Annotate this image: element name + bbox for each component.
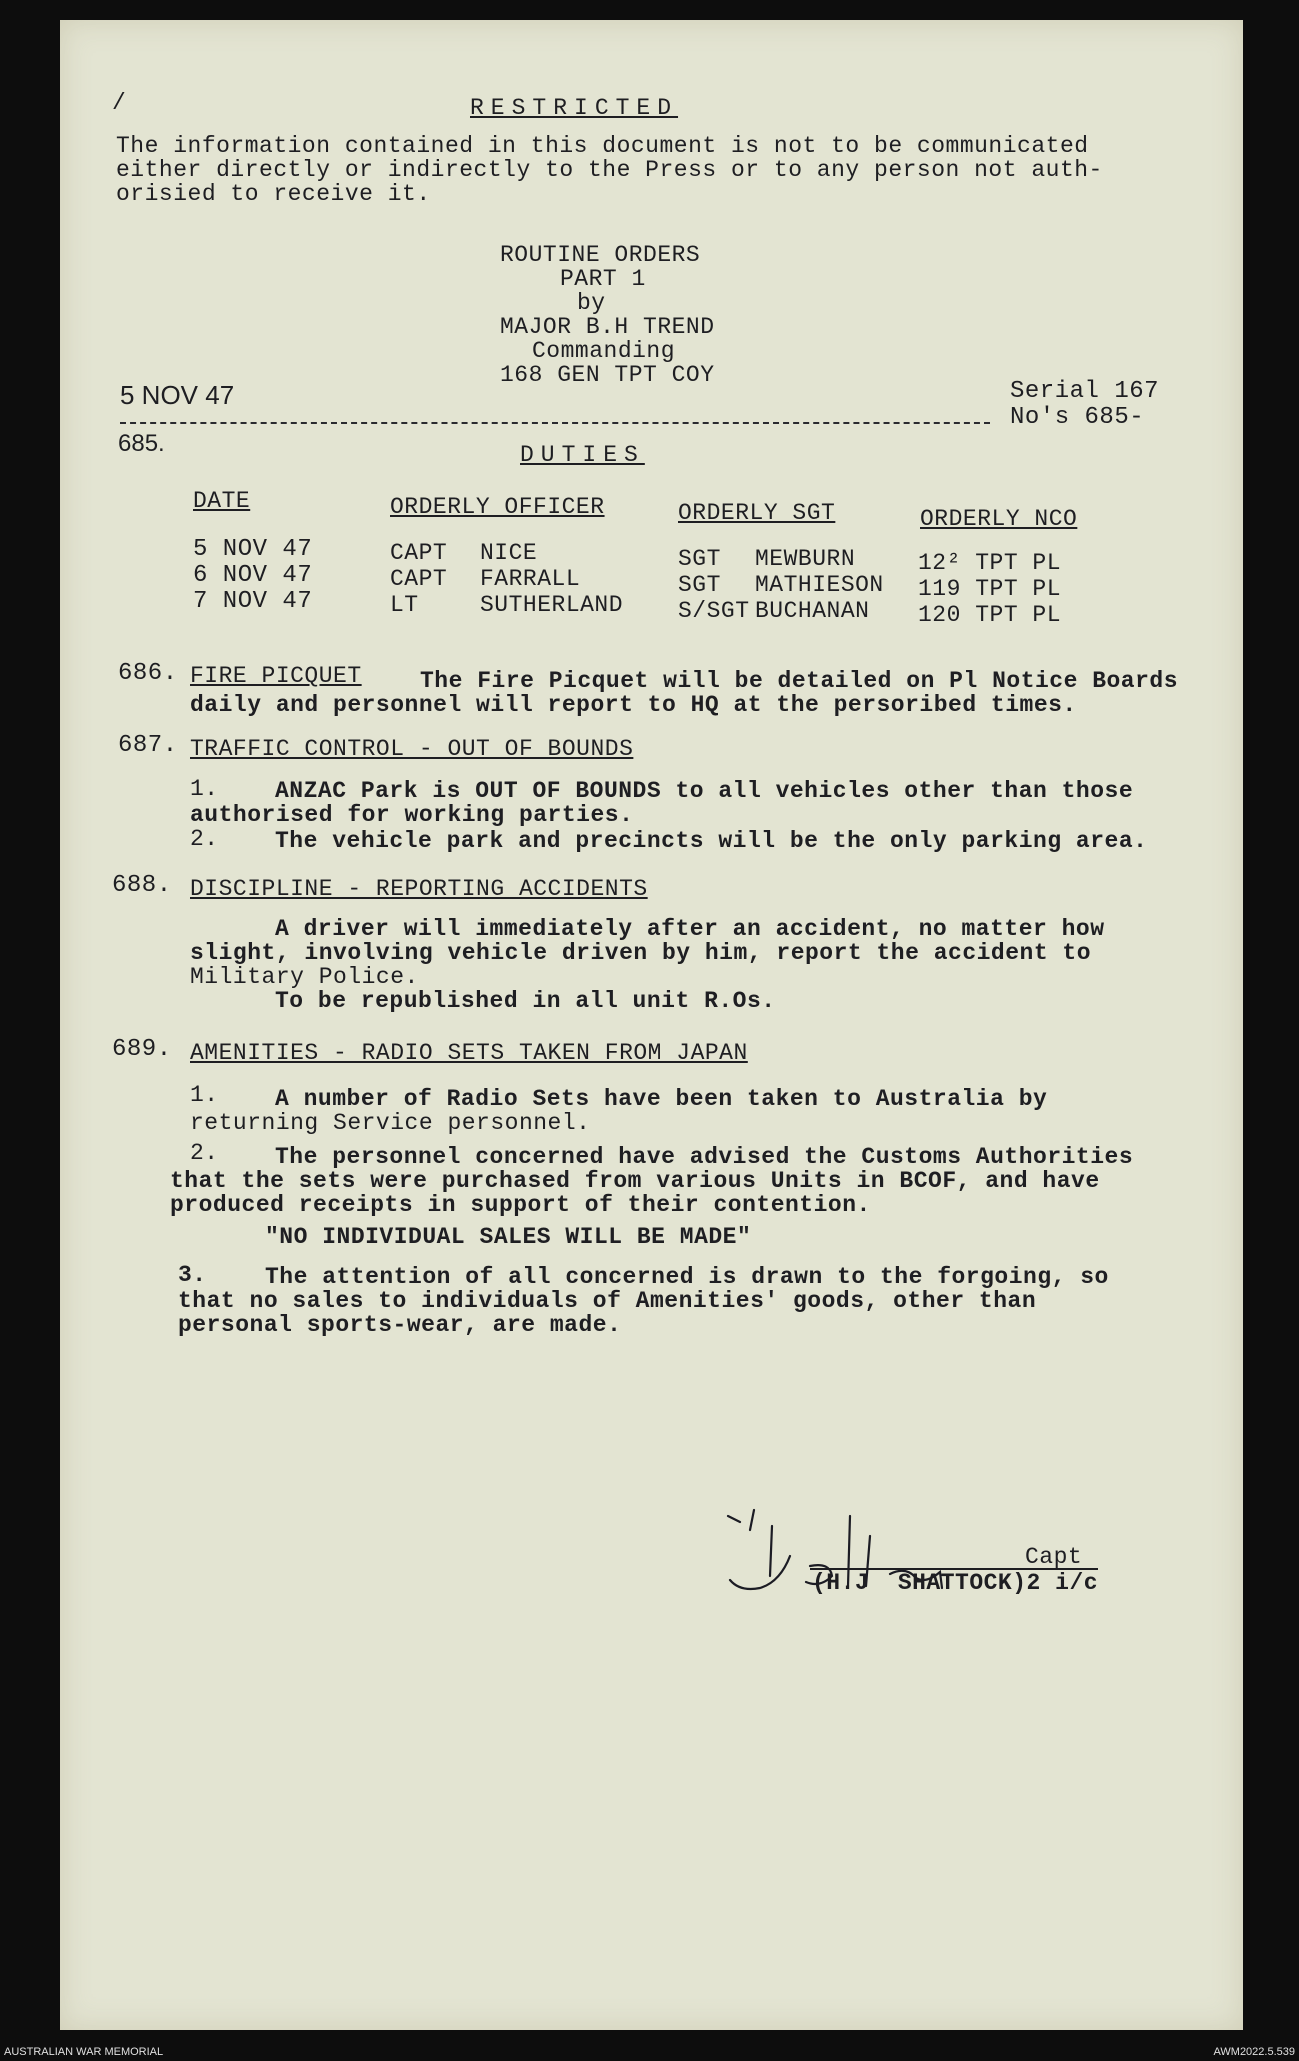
item-689-number: 689. [112,1036,172,1063]
footer-collection: AUSTRALIAN WAR MEMORIAL [4,2046,164,2058]
title-routine-orders: ROUTINE ORDERS [500,242,701,268]
duty-date: 6 NOV 47 [193,562,313,589]
item-689-para-3-number: 3. [178,1262,207,1288]
title-commanding: Commanding [532,338,676,364]
duty-sgt-name: MEWBURN [755,546,856,572]
duty-officer-name: SUTHERLAND [480,592,624,618]
title-commander: MAJOR B.H TREND [500,314,715,340]
title-unit: 168 GEN TPT COY [500,362,715,388]
separator-line [120,422,990,424]
item-687-para-1-line-1: ANZAC Park is OUT OF BOUNDS to all vehicles other than those [275,778,1134,804]
col-nco: ORDERLY NCO [920,506,1078,532]
item-688-number: 688. [112,872,172,899]
duty-officer-name: FARRALL [480,566,581,592]
item-688-line-2: slight, involving vehicle driven by him, report the accident to [190,940,1092,966]
margin-mark: / [112,90,127,116]
item-686-heading: FIRE PICQUET [190,663,362,689]
item-685-heading: DUTIES [520,442,645,468]
order-date: 5 NOV 47 [120,380,235,410]
duty-date: 5 NOV 47 [193,536,313,563]
duty-sgt-name: BUCHANAN [755,598,870,624]
title-part: PART 1 [560,266,646,292]
duty-sgt-rank: S/SGT [678,598,750,624]
item-687-para-2-number: 2. [190,826,219,852]
item-687-number: 687. [118,732,178,759]
document-page [60,20,1243,2030]
item-686-number: 686. [118,660,178,687]
notice-line-1: The information contained in this document is not to be communicated [116,133,1089,159]
item-688-line-4: To be republished in all unit R.Os. [275,988,776,1014]
footer-accession-number: AWM2022.5.539 [1213,2046,1295,2058]
item-689-para-2-number: 2. [190,1140,219,1166]
serial-nos: No's 685- [1010,404,1145,431]
duty-officer-rank: CAPT [390,566,448,592]
item-687-para-1-line-2: authorised for working parties. [190,802,634,828]
signature-rule [810,1568,1098,1570]
item-689-para-1-number: 1. [190,1082,219,1108]
item-689-para-2-line-1: The personnel concerned have advised the Customs Authorities [275,1144,1134,1170]
item-689-para-2-line-2: that the sets were purchased from various Units in BCOF, and have [170,1168,1100,1194]
item-689-para-3-line-3: personal sports-wear, are made. [178,1312,622,1338]
classification-heading: RESTRICTED [470,95,679,121]
item-689-para-2-line-3: produced receipts in support of their contention. [170,1192,871,1218]
col-officer: ORDERLY OFFICER [390,494,605,520]
item-689-para-3-line-2: that no sales to individuals of Amenities' goods, other than [178,1288,1037,1314]
item-687-para-1-number: 1. [190,776,219,802]
duty-nco: 120 TPT PL [918,602,1062,628]
duty-sgt-name: MATHIESON [755,572,884,598]
duty-nco: 119 TPT PL [918,576,1062,602]
item-689-quote: "NO INDIVIDUAL SALES WILL BE MADE" [265,1224,752,1250]
item-688-line-1: A driver will immediately after an accident, no matter how [275,916,1105,942]
item-688-line-3: Military Police. [190,964,419,990]
signature-rank: Capt [1025,1544,1083,1570]
item-688-heading: DISCIPLINE - REPORTING ACCIDENTS [190,876,648,902]
item-686-line-2: daily and personnel will report to HQ at the persoribed times. [190,692,1077,718]
item-686-line-1: The Fire Picquet will be detailed on Pl Notice Boards [420,668,1179,694]
title-by: by [577,290,606,316]
item-687-para-2-line-1: The vehicle park and precincts will be the only parking area. [275,828,1148,854]
duty-nco: 12² TPT PL [918,550,1062,576]
duty-officer-rank: CAPT [390,540,448,566]
col-sgt: ORDERLY SGT [678,500,836,526]
item-689-para-1-line-2: returning Service personnel. [190,1110,591,1136]
duty-date: 7 NOV 47 [193,588,313,615]
duty-sgt-rank: SGT [678,572,721,598]
item-687-heading: TRAFFIC CONTROL - OUT OF BOUNDS [190,736,634,762]
serial-number: Serial 167 [1010,378,1160,405]
col-date: DATE [193,488,251,514]
duty-officer-name: NICE [480,540,538,566]
duty-officer-rank: LT [390,592,419,618]
duty-sgt-rank: SGT [678,546,721,572]
item-689-para-1-line-1: A number of Radio Sets have been taken to Australia by [275,1086,1048,1112]
item-689-heading: AMENITIES - RADIO SETS TAKEN FROM JAPAN [190,1040,748,1066]
handwritten-signature [720,1460,1020,1652]
notice-line-2: either directly or indirectly to the Press or to any person not auth- [116,157,1103,183]
item-685-number: 685. [118,430,165,457]
notice-line-3: orisied to receive it. [116,181,431,207]
signature-name: (H.J SHATTOCK)2 i/c [812,1570,1099,1596]
item-689-para-3-line-1: The attention of all concerned is drawn to the forgoing, so [265,1264,1109,1290]
